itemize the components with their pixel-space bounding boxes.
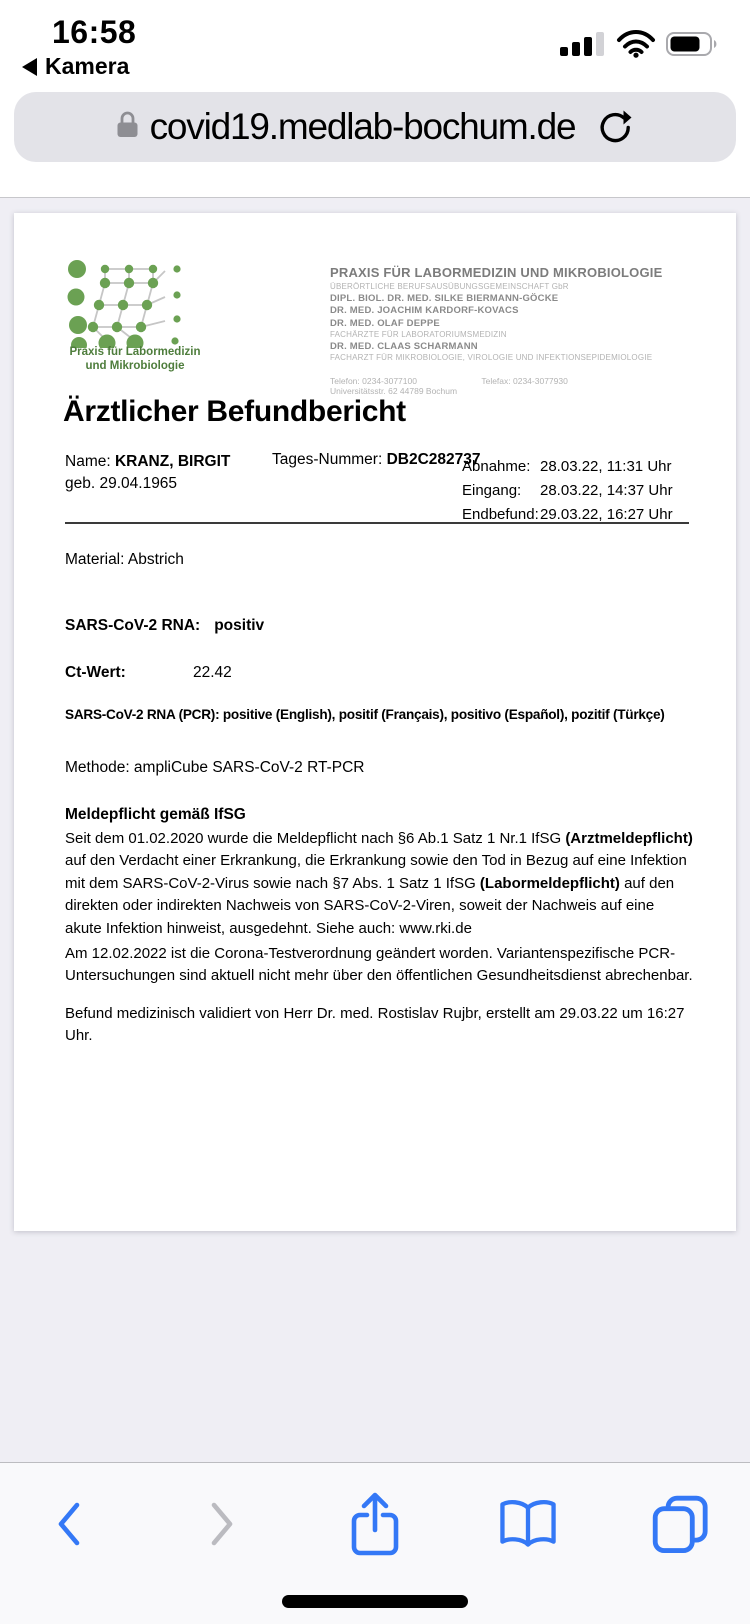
address: Universitätsstr. 62 44789 Bochum — [330, 386, 458, 396]
book-icon — [497, 1497, 559, 1556]
ct-value-line: Ct-Wert: 22.42 — [65, 664, 232, 681]
back-triangle-icon — [22, 58, 37, 76]
doctor-line: DR. MED. CLAAS SCHARMANN — [330, 340, 478, 352]
doctor-line: DR. MED. OLAF DEPPE — [330, 317, 440, 329]
fax-number: Telefax: 0234-3077930 — [481, 376, 568, 386]
browser-header — [0, 0, 750, 198]
notice-paragraph-2: Am 12.02.2022 ist die Corona-Testverordnung geändert worden. Variantenspezifische PCR-Untersuchungen sind aktuell nicht mehr über den öffentlichen Gesundheitsdienst abrechenbar. — [65, 945, 693, 985]
material-line: Material: Abstrich — [65, 551, 184, 568]
letterhead — [330, 265, 700, 396]
date-row: Eingang: 28.03.22, 14:37 Uhr — [462, 482, 673, 499]
tabs-button[interactable] — [646, 1486, 716, 1566]
report-title: Ärztlicher Befundbericht — [63, 395, 406, 428]
doctor-line: DR. MED. JOACHIM KARDORF-KOVACS — [330, 305, 519, 316]
battery-icon — [666, 32, 718, 61]
lock-icon — [115, 109, 140, 145]
reload-button[interactable] — [597, 107, 635, 147]
notice-heading: Meldepflicht gemäß IfSG — [65, 806, 246, 823]
chevron-right-icon — [209, 1501, 235, 1552]
phone-number: Telefon: 0234-3077100 — [330, 376, 417, 386]
address-bar[interactable] — [14, 92, 736, 162]
back-to-app-button[interactable] — [22, 53, 129, 80]
result-line: SARS-CoV-2 RNA: positiv — [65, 617, 265, 634]
tabs-icon — [652, 1495, 710, 1558]
page-scroll-area[interactable] — [0, 198, 750, 1462]
status-icons — [560, 30, 718, 63]
tages-nummer: Tages-Nummer: DB2C282737 — [272, 451, 481, 468]
cellular-signal-icon — [560, 32, 606, 61]
doctor-line: DIPL. BIOL. DR. MED. SILKE BIERMANN-GÖCKE — [330, 292, 559, 304]
back-button[interactable] — [34, 1486, 104, 1566]
logo-caption: Praxis für Labormedizin und Mikrobiologie — [69, 346, 201, 372]
multilingual-result-line: SARS-CoV-2 RNA (PCR): positive (English), positif (Français), positivo (Español), pozitif (Türkçe) — [65, 707, 665, 722]
lab-report-page — [14, 213, 736, 1231]
letterhead-title: PRAXIS FÜR LABORMEDIZIN UND MIKROBIOLOGIE — [330, 265, 663, 280]
chevron-left-icon — [56, 1501, 82, 1552]
doctor-line: FACHARZT FÜR MIKROBIOLOGIE, VIROLOGIE UND INFEKTIONSEPIDEMIOLOGIE — [330, 353, 653, 362]
forward-button[interactable] — [187, 1486, 257, 1566]
report-dates — [462, 455, 673, 527]
letterhead-contact — [330, 376, 700, 396]
safari-toolbar — [0, 1462, 750, 1624]
letterhead-subtitle: ÜBERÖRTLICHE BERUFSAUSÜBUNGSGEMEINSCHAFT GbR — [330, 282, 569, 291]
back-app-label: Kamera — [45, 53, 130, 79]
bookmarks-button[interactable] — [493, 1486, 563, 1566]
doctor-line: FACHÄRZTE FÜR LABORATORIUMSMEDIZIN — [330, 330, 507, 339]
share-button[interactable] — [340, 1486, 410, 1566]
home-indicator[interactable] — [282, 1595, 468, 1608]
patient-birthdate: geb. 29.04.1965 — [65, 475, 178, 492]
patient-name: Name: KRANZ, BIRGIT geb. 29.04.1965 — [65, 451, 230, 495]
lab-logo — [65, 253, 200, 353]
date-row: Abnahme: 28.03.22, 11:31 Uhr — [462, 458, 672, 475]
notice-paragraph-1: Seit dem 01.02.2020 wurde die Meldepflicht nach §6 Ab.1 Satz 1 Nr.1 IfSG (Arztmeldepflicht) auf den Verdacht einer Erkrankung, die Erkrankung sowie den Tod in Bezug auf eine Infektion mit dem SARS-CoV-2-Virus sowie nach §7 Abs. 1 Satz 1 IfSG (Labormeldepflicht) auf den direkten oder indirekten Nachweis von SARS-CoV-2-Viren, soweit der Nachweis auf eine akute Infektion hinweist, ausgedehnt. Siehe auch: www.rki.de — [65, 830, 693, 937]
validation-line: Befund medizinisch validiert von Herr Dr. med. Rostislav Rujbr, erstellt am 29.03.22 um 16:27 Uhr. — [65, 1005, 685, 1045]
method-line: Methode: ampliCube SARS-CoV-2 RT-PCR — [65, 759, 365, 776]
wifi-icon — [616, 30, 656, 63]
separator-line — [65, 522, 689, 524]
date-row: Endbefund: 29.03.22, 16:27 Uhr — [462, 506, 673, 523]
share-icon — [349, 1491, 401, 1562]
status-time: 16:58 — [52, 14, 137, 50]
url-host-text: covid19.medlab-bochum.de — [149, 106, 576, 147]
